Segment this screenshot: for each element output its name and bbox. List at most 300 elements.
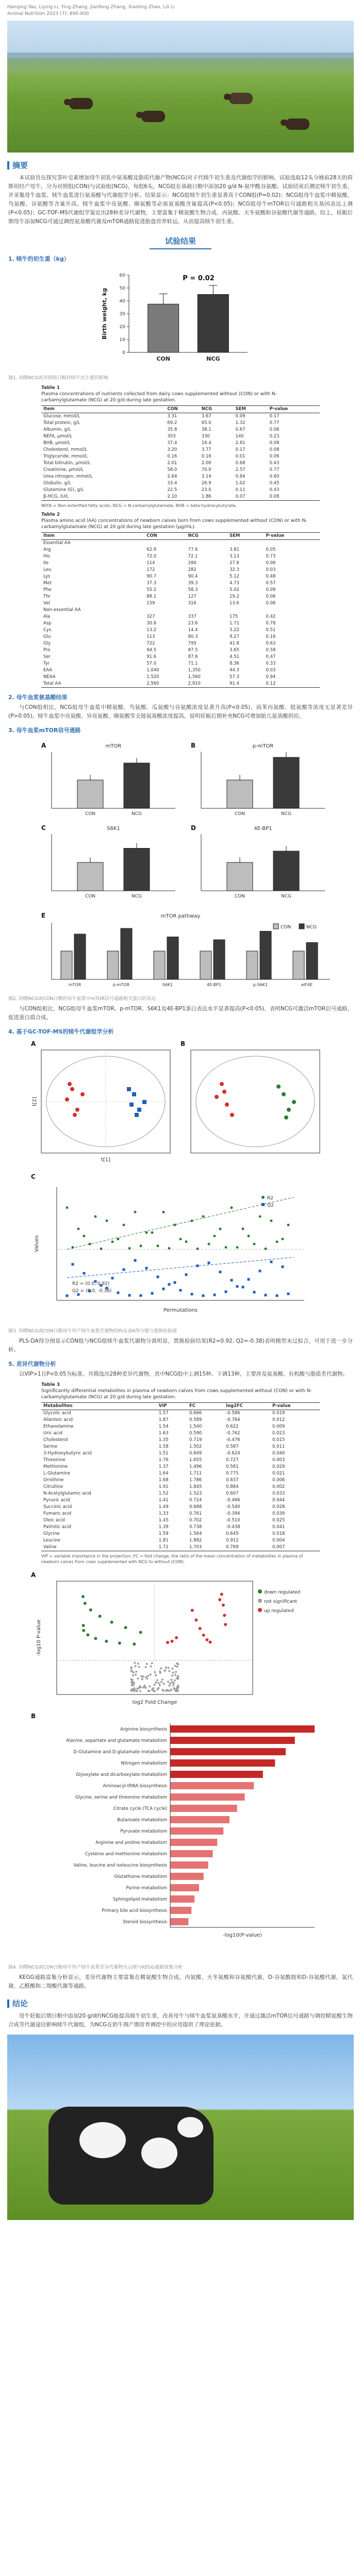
bar-ncg: [124, 763, 150, 808]
table-cell: 337: [188, 614, 196, 619]
permutation-q2-point: [225, 1291, 227, 1293]
legend-swatch-con: [273, 924, 278, 929]
banner-cow-2: [141, 111, 165, 122]
banner-hills: [7, 53, 354, 73]
pathway-bar: [170, 1907, 191, 1914]
table-cell: 303: [167, 434, 176, 439]
table-row: [41, 627, 320, 634]
table-cell: 127: [188, 594, 196, 599]
table-row: [41, 1490, 320, 1497]
x-tick-label: 4E-BP1: [206, 982, 222, 987]
table-cell: EAA: [43, 668, 53, 673]
pathway-label: Purine metabolism: [126, 1886, 167, 1891]
table-row: [41, 473, 320, 480]
legend-label-r2: R2: [267, 1196, 273, 1201]
table-row: [41, 681, 320, 688]
permutation-r2-point: [225, 1246, 227, 1249]
table-cell: 14.4: [188, 628, 198, 633]
table-cell: 0.009: [272, 1424, 285, 1429]
permutation-r2-point: [208, 1243, 210, 1245]
pathway-label: Arginine and proline metabolism: [95, 1840, 167, 1845]
table-cell: 1.71: [229, 621, 239, 626]
table-row: [41, 607, 320, 614]
point-not-significant: [167, 1681, 169, 1683]
table-cell: 0.09: [266, 587, 276, 592]
q2-regression-line: [67, 1257, 294, 1278]
table-cell: 44.3: [229, 668, 239, 673]
table-cell: 27.6: [229, 561, 239, 566]
table-cell: 38.1: [201, 427, 211, 432]
table-cell: 0.019: [272, 1411, 285, 1416]
table-cell: 0.023: [272, 1431, 285, 1436]
bar-ncg: [306, 943, 318, 980]
x-tick-label: NCG: [132, 894, 142, 899]
table-cell: 1.51: [158, 1451, 169, 1456]
point-not-significant: [177, 1690, 179, 1692]
point-not-significant: [158, 1682, 160, 1684]
table-cell: Pro: [43, 648, 51, 653]
permutation-q2-point: [265, 1294, 267, 1296]
table-cell: -0.764: [226, 1417, 240, 1422]
table-cell: -0.510: [226, 1518, 240, 1523]
table-cell: 0.77: [269, 420, 280, 426]
table-cell: 280: [188, 561, 196, 566]
table-cell: 0.78: [266, 621, 276, 626]
point-not-significant: [152, 1687, 154, 1689]
table-cell: 2.64: [167, 474, 177, 479]
permutation-r2-point: [162, 1211, 165, 1213]
table-2: [41, 532, 320, 688]
permutation-r2-point: [117, 1238, 120, 1240]
table-cell: 0.007: [270, 1544, 320, 1551]
table-cell: 0.011: [272, 1444, 285, 1449]
point-not-significant: [162, 1689, 165, 1691]
table-3-note: VIP = variable importance in the projection; FC = fold change, the ratio of the mean concentration of metabolites in plasma of newborn calves from cows supplemented with NCG to without (CON).: [41, 1554, 303, 1564]
legend-label-down: down regulated: [264, 1590, 301, 1595]
bar-con: [77, 862, 103, 891]
table-cell: 87.6: [188, 654, 198, 659]
permutation-q2-point: [270, 1261, 273, 1263]
permutation-r2-point: [157, 1245, 159, 1247]
x-tick-label: CON: [85, 811, 96, 817]
point-not-significant: [130, 1681, 133, 1683]
point-not-significant: [172, 1684, 174, 1686]
table-cell: 0.51: [266, 628, 276, 633]
table-cell: 0.06: [266, 594, 276, 599]
panel-letter: A: [41, 742, 46, 749]
table-cell: 1.58: [158, 1444, 169, 1449]
y-tick-label: 50: [119, 286, 125, 291]
table-cell: 0.06: [269, 454, 280, 459]
table-cell: Methionine: [43, 1464, 68, 1469]
banner-cow-1: [69, 98, 93, 109]
table-row: [41, 600, 320, 607]
bar-con: [227, 862, 253, 891]
table-cell: 1.33: [158, 1511, 169, 1516]
point-not-significant: [163, 1669, 166, 1671]
table-row: [41, 660, 320, 667]
plot-frame: [191, 1050, 320, 1153]
table-cell: Allantoic acid: [43, 1417, 73, 1422]
table-cell: 0.06: [269, 427, 280, 432]
table-cell: 1.41: [158, 1498, 169, 1503]
r2-intercept-label: R2 = (0.0, 0.92): [72, 1281, 110, 1286]
table-cell: 0.17: [269, 414, 280, 419]
permutation-q2-point: [248, 1278, 250, 1281]
point-not-significant: [151, 1662, 153, 1664]
point-up-regulated: [194, 1619, 198, 1622]
pathway-bar: [170, 1725, 315, 1733]
point-not-significant: [156, 1688, 158, 1690]
permutation-r2-point: [185, 1241, 188, 1243]
point-not-significant: [133, 1690, 135, 1692]
point-not-significant: [168, 1670, 170, 1672]
pathway-label: Valine, leucine and isoleucine biosynthesis: [73, 1863, 167, 1868]
permutation-r2-point: [253, 1243, 256, 1245]
table-cell: 0.47: [266, 654, 276, 659]
point-not-significant: [150, 1673, 152, 1675]
table-row: [41, 420, 320, 427]
table-cell: 3.65: [229, 648, 239, 653]
table-cell: 35.8: [167, 427, 177, 432]
bar-con: [61, 951, 72, 979]
panel-letter: A: [31, 1040, 36, 1047]
permutation-r2-point: [248, 1235, 250, 1238]
table-cell: 1.63: [158, 1431, 169, 1436]
table-cell: 0.68: [235, 461, 245, 466]
table-cell: 0.94: [266, 674, 276, 680]
section-2-title: 2. 母牛血浆氨基酸结果: [8, 694, 68, 701]
table-cell: Cholesterol, mmol/L: [43, 447, 88, 452]
pathway-bar: [170, 1771, 263, 1778]
table-row: [41, 1444, 320, 1450]
table-row: [41, 667, 320, 674]
table-row: [41, 1484, 320, 1490]
table-cell: Phe: [43, 587, 52, 592]
bar-ncg: [124, 849, 150, 891]
figure-2-caption: 图2. 饲喂NCG或CON日粮的母牛血浆中mTOR信号通路相关蛋白的表达: [8, 996, 156, 1002]
table-row: [41, 573, 320, 580]
permutation-r2-point: [123, 1224, 125, 1226]
table-cell: 3-Hydroxybutyric acid: [43, 1451, 92, 1456]
table-cell: 0.08: [268, 494, 320, 501]
table-row: [41, 1437, 320, 1444]
table-1-note: NEFA = Non-esterified fatty acids; NCG = N-carbamylglutamate; BHB = beta-hydroxybutyrate.: [41, 503, 237, 508]
table-row: [41, 654, 320, 660]
pathway-label: Arginine biosynthesis: [120, 1727, 167, 1732]
table-row: [41, 1464, 320, 1470]
table-cell: -0.762: [226, 1431, 240, 1436]
pathway-label: Butanoate metabolism: [117, 1818, 167, 1823]
table-3-title: Significantly differential metabolites in plasma of newborn calves from cows supplemented without (CON) or with N-carbamylglutamate (NCG) at 20 g/d during late gestation.: [41, 1388, 312, 1400]
table-header-cell: Item: [41, 533, 144, 540]
table-cell: 1.39: [158, 1524, 169, 1530]
table-row: [41, 547, 320, 553]
table-cell: Total bilirubin, µmol/L: [43, 461, 91, 466]
table-cell: 0.03: [266, 567, 276, 572]
table-cell: 0.08: [269, 440, 280, 446]
point-not-significant: [171, 1674, 173, 1676]
table-cell: 5.12: [229, 574, 239, 579]
table-row: [41, 647, 320, 654]
table-cell: 0.039: [272, 1511, 285, 1516]
table-cell: 39.3: [188, 581, 198, 586]
table-cell: Val: [43, 601, 50, 606]
table-cell: 0.021: [272, 1471, 285, 1476]
point-down-regulated: [133, 1642, 136, 1646]
bar-con: [107, 951, 119, 979]
permutation-q2-point: [162, 1287, 165, 1290]
point-not-significant: [145, 1676, 147, 1678]
pathway-bar: [170, 1793, 244, 1801]
table-cell: Non-essential AA: [43, 607, 81, 613]
point-not-significant: [159, 1672, 161, 1674]
table-2-caption: [41, 512, 320, 530]
table-cell: 65.0: [201, 420, 211, 426]
table-cell: Lys: [43, 574, 51, 579]
permutation-r2-point: [236, 1246, 239, 1249]
table-row: [41, 494, 320, 501]
section-4-text: PLS-DA得分图显示CON组与NCG组犊牛血浆代谢物分离明显，置换检验结果(R2=0.92, Q2=-0.38)表明模型未过拟合，可用于进一步分析。: [8, 1338, 353, 1353]
point-con: [215, 1095, 219, 1099]
table-cell: 23.6: [188, 621, 198, 626]
pathway-bar: [170, 1816, 229, 1823]
permutation-q2-point: [66, 1295, 69, 1297]
banner-image: [7, 21, 354, 152]
point-con: [75, 1108, 79, 1112]
table-cell: Globulin, g/L: [43, 481, 71, 486]
table-cell: β-HCG, IU/L: [41, 494, 165, 501]
table-cell: 1.54: [158, 1424, 169, 1429]
point-not-significant: [142, 1675, 144, 1677]
permutation-r2-point: [66, 1207, 69, 1209]
table-cell: 1.496: [189, 1464, 202, 1469]
table-row: [41, 567, 320, 573]
permutation-r2-point: [140, 1245, 142, 1247]
table-cell: Urea nitrogen, mmol/L: [43, 474, 93, 479]
figure-1-caption: 图1. 饲喂NCG或对照组日粮对犊牛出生重的影响: [8, 376, 108, 381]
table-cell: Leucine: [43, 1538, 60, 1543]
table-row: [41, 480, 320, 487]
table-header-cell: NCG: [200, 406, 234, 413]
point-not-significant: [138, 1666, 140, 1668]
section-4-title: 4. 基于GC-TOF-MS的犊牛代谢组学分析: [8, 1028, 114, 1035]
point-not-significant: [134, 1662, 136, 1664]
pathway-label: Sphingolipid metabolism: [112, 1897, 167, 1902]
x-tick-label: NCG: [281, 894, 291, 899]
table-cell: 0.645: [226, 1531, 239, 1536]
table-cell: Ile: [43, 561, 49, 566]
table-cell: 0.77: [269, 467, 280, 472]
figure-4-volcano-kegg: [26, 1569, 335, 1960]
point-not-significant: [133, 1687, 135, 1689]
table-cell: 90.7: [146, 574, 157, 579]
permutation-r2-point: [106, 1219, 108, 1222]
table-cell: 0.12: [264, 681, 320, 688]
point-down-regulated: [99, 1615, 102, 1618]
point-not-significant: [133, 1684, 135, 1686]
table-cell: 2.57: [235, 467, 245, 472]
point-not-significant: [140, 1675, 142, 1677]
pathway-label: Alanine, aspartate and glutamate metabolism: [66, 1738, 167, 1743]
pathway-label: Cysteine and methionine metabolism: [85, 1852, 167, 1857]
bar-con: [200, 951, 211, 979]
table-cell: [227, 607, 264, 614]
pathway-bar: [170, 1850, 213, 1857]
table-cell: 1.502: [189, 1444, 202, 1449]
table-cell: 282: [188, 567, 196, 572]
table-header-cell: Metabolites: [41, 1403, 157, 1410]
figure-1-birth-weight: [98, 265, 263, 373]
table-cell: 0.719: [189, 1437, 202, 1443]
x-tick-label: p-S6K1: [253, 982, 268, 987]
table-cell: 1.72: [157, 1544, 187, 1551]
table-cell: 1,520: [146, 674, 159, 680]
permutation-r2-point: [282, 1238, 284, 1240]
point-con: [220, 1082, 224, 1086]
section-5-text: 以VIP>1且P<0.05为标准，共筛选出28种差异代谢物，其中NCG组中上调15种、下调13种，主要涉及氨基酸、有机酸与脂质类代谢物。: [19, 1371, 349, 1377]
table-cell: 1.655: [189, 1458, 202, 1463]
table-cell: Essential AA: [43, 540, 71, 546]
permutation-q2-point: [117, 1292, 120, 1294]
point-not-significant: [155, 1682, 157, 1684]
permutation-q2-point: [83, 1272, 86, 1275]
point-not-significant: [130, 1669, 132, 1671]
table-cell: Glucose, mmol/L: [43, 414, 80, 419]
section-2-text: 与CON组相比，NCG组母牛血浆中精氨酸、鸟氨酸、瓜氨酸与谷氨酸浓度显著升高(P<0.05)，而苯丙氨酸、组氨酸等浓度无显著差异(P>0.05)。犊牛血浆中亮氨酸、异亮氨酸、缬氨酸等支链氨基酸浓度提高，说明妊娠后期补充NCG可增加胎儿氨基酸供给。: [8, 704, 353, 719]
point-up-regulated: [175, 1636, 178, 1639]
pathway-bar: [170, 1861, 208, 1869]
pathway-label: Glycine, serine and threonine metabolism: [75, 1795, 167, 1800]
table-cell: Ala: [43, 614, 51, 619]
table-cell: 1.86: [200, 494, 234, 501]
pathway-bar: [170, 1839, 217, 1846]
table-cell: 0.67: [235, 427, 245, 432]
table-cell: -0.438: [226, 1524, 240, 1530]
x-tick-label: CON: [85, 894, 96, 899]
legend-swatch-q2: [261, 1203, 265, 1206]
table-cell: 316: [188, 601, 196, 606]
citation-header: [0, 0, 361, 20]
conclusion-title: [7, 1998, 354, 2009]
title-bar-mark: [7, 161, 9, 170]
permutation-q2-point: [282, 1265, 284, 1268]
x-axis-label: t[1]: [101, 1157, 111, 1163]
point-up-regulated: [171, 1640, 174, 1643]
table-cell: 2,560: [144, 681, 186, 688]
table-cell: Triglyceride, mmol/L: [43, 454, 88, 459]
table-row: [41, 1417, 320, 1423]
pathway-bar: [170, 1782, 254, 1789]
pathway-label: Glyoxylate and dicarboxylate metabolism: [76, 1772, 167, 1777]
table-row: [41, 1477, 320, 1484]
table-header-cell: FC: [187, 1403, 224, 1410]
point-not-significant: [167, 1689, 169, 1691]
point-not-significant: [168, 1685, 170, 1687]
permutation-q2-point: [219, 1270, 222, 1273]
point-not-significant: [169, 1683, 171, 1685]
table-cell: 62.9: [146, 547, 157, 552]
table-cell: 1.523: [189, 1491, 202, 1496]
table-cell: 0.589: [189, 1417, 202, 1422]
point-up-regulated: [218, 1598, 221, 1601]
table-cell: 4.51: [229, 654, 239, 659]
table-cell: 3.13: [229, 554, 239, 559]
table-cell: Albumin, g/L: [43, 427, 71, 432]
pathway-bar: [170, 1895, 194, 1903]
abstract-text: 本试验旨在探究茶叶皂素增加母牛初乳中氨基酸及脂质代谢产物(NCG)对子代犊牛初生重及代谢组学的影响。试验选取12头分娩前28天的荷斯坦经产母牛，分为对照组(CON)与试验组(NCG)，每组6头，NCG组在基础日粮中添加20 g/d N-氨甲酰谷氨酸。试验结束后测定犊牛初生重，并采集母牛血浆、犊牛血浆进行氨基酸与代谢组学分析。结果显示：NCG组犊牛初生重显著高于CON组(P=0.02)；NCG组母牛血浆中精氨酸、鸟氨酸、谷氨酸等含量升高，犊牛血浆中亮氨酸、缬氨酸等必需氨基酸含量提高(P<0.05)；NCG组母牛mTOR信号通路相关基因表达上调(P<0.05)；GC-TOF-MS代谢组学鉴定出28种差异代谢物，主要富集于精氨酸生物合成、丙氨酸、天冬氨酸和谷氨酸代谢等通路。综上，妊娠后期母牛添加NCG可通过调控氨基酸代谢及mTOR通路促进胎盘营养转运，从而提高犊牛初生重。: [8, 175, 353, 225]
pathway-label: Steroid biosynthesis: [123, 1920, 167, 1925]
table-row: [41, 453, 320, 460]
table-cell: 2.01: [167, 461, 177, 466]
table-cell: 330: [201, 434, 210, 439]
table-cell: 0.012: [272, 1417, 285, 1422]
table-cell: 0.84: [235, 474, 245, 479]
table-cell: 0.48: [266, 574, 276, 579]
table-cell: 1.711: [189, 1471, 202, 1476]
panel-letter: D: [191, 824, 196, 832]
point-down-regulated: [81, 1595, 85, 1598]
table-cell: 0.018: [272, 1531, 285, 1536]
table-cell: 0.01: [235, 454, 245, 459]
point-not-significant: [160, 1681, 162, 1683]
point-not-significant: [137, 1663, 139, 1665]
table-cell: 1.37: [158, 1464, 169, 1469]
p-value-annotation: P = 0.02: [183, 275, 215, 282]
table-cell: 0.03: [266, 668, 276, 673]
panel-letter: C: [31, 1173, 36, 1180]
table-cell: 0.60: [269, 474, 280, 479]
table-row: [41, 1470, 320, 1477]
point-con: [225, 1103, 229, 1107]
permutation-q2-point: [168, 1283, 171, 1285]
table-cell: Glycolic acid: [43, 1411, 71, 1416]
conclusion-text: 母牛妊娠后期日粮中添加20 g/d的NCG能提高犊牛初生重，改善母牛与犊牛血浆氨基酸水平，并通过激活mTOR信号通路与调控精氨酸生物合成等代谢途径影响犊牛代谢组，为NCG在奶牛围产期营养调控中的应用提供了理论依据。: [8, 2013, 353, 2028]
permutation-q2-point: [242, 1286, 244, 1289]
table-row: [41, 1410, 320, 1417]
table-row: [41, 620, 320, 627]
permutation-r2-point: [89, 1243, 91, 1245]
bar-ncg: [214, 940, 225, 979]
table-cell: 37.3: [146, 581, 157, 586]
permutation-q2-point: [236, 1285, 239, 1287]
table-cell: 113: [146, 634, 155, 639]
table-cell: 0.581: [226, 1464, 239, 1469]
panel-letter: B: [31, 1713, 36, 1720]
point-not-significant: [149, 1690, 151, 1692]
table-cell: 795: [188, 641, 196, 646]
banner-cow-4: [286, 118, 309, 130]
table-cell: 159: [146, 601, 155, 606]
point-con: [230, 1113, 234, 1117]
table-cell: Arg: [43, 547, 51, 552]
table-cell: Threonine: [43, 1458, 65, 1463]
table-cell: 5.02: [229, 587, 239, 592]
bar-ncg: [273, 757, 299, 808]
point-ncg: [132, 1092, 136, 1096]
table-row: [41, 413, 320, 420]
table-cell: Valine: [41, 1544, 157, 1551]
table-header-cell: P-value: [270, 1403, 320, 1410]
permutation-r2-point: [111, 1241, 114, 1243]
table-row: [41, 1450, 320, 1457]
table-cell: 1.59: [158, 1531, 169, 1536]
table-cell: 0.43: [269, 487, 280, 493]
table-cell: 2,910: [186, 681, 227, 688]
point-not-significant: [176, 1666, 178, 1668]
point-down-regulated: [124, 1626, 127, 1629]
point-not-significant: [156, 1679, 158, 1681]
